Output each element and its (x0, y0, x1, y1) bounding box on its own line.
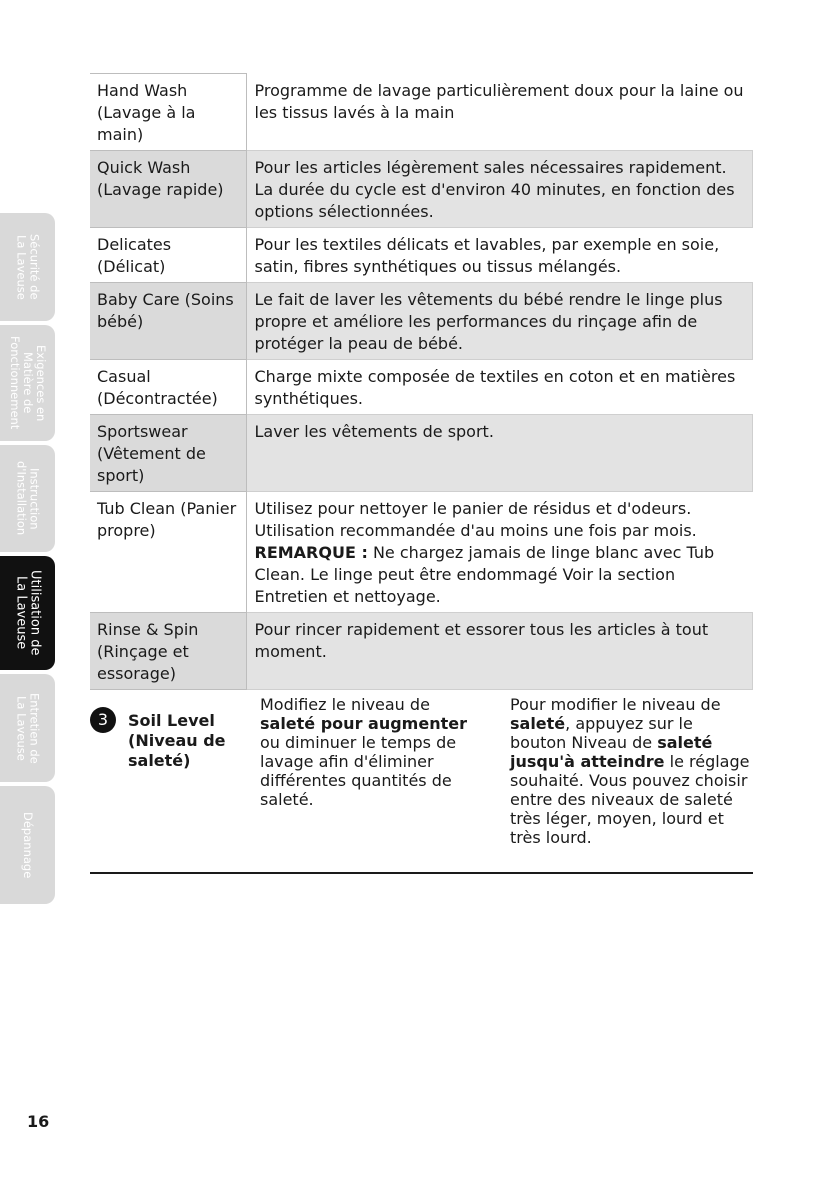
table-row (90, 492, 753, 613)
program-name: Tub Clean (Panier propre) (90, 492, 246, 613)
step-number-badge: 3 (90, 707, 116, 733)
tab-label: Utilisation de La Laveuse (13, 570, 43, 656)
note-label: REMARQUE : (254, 543, 368, 562)
program-description: Programme de lavage particulièrement doux pour la laine ou les tissus lavés à la main (246, 74, 753, 151)
table-row (90, 360, 753, 415)
note-text: Ne chargez jamais de linge blanc avec Tub Clean. Le linge peut être endommagé Voir la section Entretien et nettoyage. (254, 543, 715, 606)
program-description: Pour les textiles délicats et lavables, par exemple en soie, satin, fibres synthétiques ou tissus mélangés. (246, 228, 753, 283)
program-name: Sportswear (Vêtement de sport) (90, 415, 246, 492)
program-name: Rinse & Spin (Rinçage et essorage) (90, 613, 246, 690)
tab-entretien[interactable] (0, 674, 55, 782)
tab-label: Dépannage (21, 811, 35, 879)
table-row (90, 228, 753, 283)
program-name: Casual (Décontractée) (90, 360, 246, 415)
program-description: Pour rincer rapidement et essorer tous les articles à tout moment. (246, 613, 753, 690)
tab-label: Instruction d'Installation (14, 461, 42, 536)
bold-text-run: saleté pour augmenter (260, 714, 467, 733)
program-name: Quick Wash (Lavage rapide) (90, 151, 246, 228)
table-row (90, 151, 753, 228)
tab-exigences[interactable] (0, 325, 55, 441)
tab-depannage[interactable] (0, 786, 55, 904)
tab-securite[interactable] (0, 213, 55, 321)
text-run: Modifiez le niveau de (260, 695, 430, 714)
text-run: Pour modifier le niveau de (510, 695, 721, 714)
text-run: le réglage souhaité. Vous pouvez choisir entre des niveaux de saleté très léger, moyen, lourd et très lourd. (510, 752, 750, 847)
soil-level-instructions (510, 695, 753, 847)
tab-label: Entretien de La Laveuse (14, 692, 42, 764)
soil-level-title: Soil Level (Niveau de saleté) (128, 711, 226, 770)
text-run: ou diminuer le temps de lavage afin d'éliminer différentes quantités de saleté. (260, 733, 457, 809)
program-name: Baby Care (Soins bébé) (90, 283, 246, 360)
tab-label: Sécurité de La Laveuse (14, 234, 42, 300)
program-name: Delicates (Délicat) (90, 228, 246, 283)
program-description: Laver les vêtements de sport. (246, 415, 753, 492)
table-row (90, 415, 753, 492)
program-description: Charge mixte composée de textiles en coton et en matières synthétiques. (246, 360, 753, 415)
tab-label: Exigences en Matière de Fonctionnement (8, 336, 48, 430)
bold-text-run: saleté jusqu'à atteindre (510, 733, 713, 771)
table-row (90, 613, 753, 690)
program-description (246, 492, 753, 613)
tub-clean-description: Utilisez pour nettoyer le panier de résidus et d'odeurs. Utilisation recommandée d'au moins une fois par mois. (254, 499, 697, 540)
program-name: Hand Wash (Lavage à la main) (90, 74, 246, 151)
text-run: , appuyez sur le bouton Niveau de (510, 714, 693, 752)
table-row (90, 283, 753, 360)
wash-program-table (90, 73, 753, 690)
soil-level-section (90, 695, 753, 874)
page-number: 16 (27, 1112, 50, 1131)
soil-level-description (260, 695, 482, 809)
table-row (90, 74, 753, 151)
bold-text-run: saleté (510, 714, 566, 733)
tab-utilisation[interactable] (0, 556, 55, 670)
tab-installation[interactable] (0, 445, 55, 552)
program-description: Pour les articles légèrement sales nécessaires rapidement. La durée du cycle est d'environ 40 minutes, en fonction des options sélectionnées. (246, 151, 753, 228)
program-description: Le fait de laver les vêtements du bébé rendre le linge plus propre et améliore les performances du rinçage afin de protéger la peau de bébé. (246, 283, 753, 360)
